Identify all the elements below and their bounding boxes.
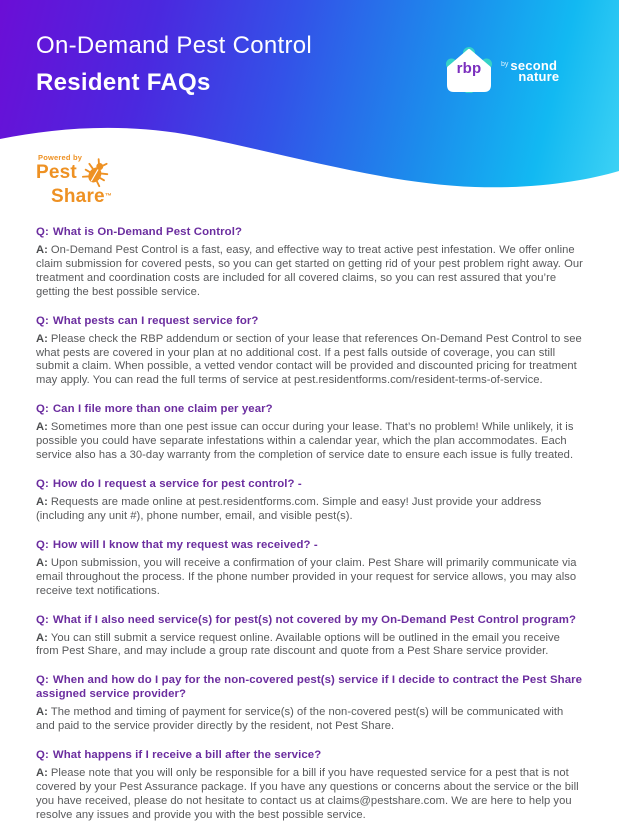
bug-icon: [81, 158, 111, 188]
faq-question: Q: What pests can I request service for?: [36, 314, 259, 327]
faq-answer: A: Please note that you will only be responsible for a bill if you have requested service for a pest that is not covered by your Pest Assurance package. If you have any questions or concerns about the service or the bill you have received, please do not hesitate to contact us at claims@pestshare.com. We are here to help you resolve any issues and provide you with the best possible service.: [36, 767, 579, 821]
faq-item: [36, 225, 583, 300]
faq-item: [36, 538, 583, 599]
faq-item: [36, 314, 583, 389]
trademark-symbol: ™: [104, 193, 112, 200]
header-titles: [36, 32, 312, 97]
faq-answer: A: You can still submit a service request online. Available options will be outlined in the email you receive from Pest Share, and may include a group rate discount and quote from a Pest Share service provider.: [36, 631, 560, 658]
brand-word-second: second: [510, 58, 558, 73]
faq-question: Q: When and how do I pay for the non-covered pest(s) service if I decide to contract the Pest Share assigned service provider?: [36, 674, 583, 701]
faq-answer: A: Upon submission, you will receive a confirmation of your claim. Pest Share will primarily communicate via email throughout the process. If the phone number provided in your request for service allows, you may also receive text notifications.: [36, 556, 577, 597]
by-label: by: [501, 61, 509, 68]
page-subtitle: Resident FAQs: [36, 69, 211, 96]
powered-by-label: Powered by: [38, 153, 83, 162]
faq-item: [36, 748, 583, 823]
faq-item: [36, 673, 583, 734]
faq-item: [36, 477, 583, 524]
pest-share-word-share: Share: [51, 186, 105, 207]
faq-answer: A: Sometimes more than one pest issue can occur during your lease. That’s no problem! While unlikely, it is possible you could have separate infestations within a calendar year, which the plan accommodates. Each service also has a 30-day warranty from the completion of service date to ensure each issue is fully treated.: [36, 421, 574, 462]
rbp-second-nature-logo: [446, 47, 559, 93]
faq-answer: A: Please check the RBP addendum or section of your lease that references On-Demand Pest Control to see what pests are covered in your plan at no additional cost. If a pest falls outside of coverage, you can still submit a claim. When possible, a vetted vendor contact will be provided and discounted pricing for treatment may apply. You can read the full terms of service at pest.residentforms.com/resident-terms-of-service.: [36, 332, 582, 387]
faq-item: [36, 613, 583, 660]
rbp-logo-icon: [446, 47, 492, 93]
faq-question: Q: How do I request a service for pest control? -: [36, 477, 302, 490]
pest-share-logo: [36, 153, 112, 206]
second-nature-wordmark: [501, 60, 559, 82]
faq-question: Q: What happens if I receive a bill after the service?: [36, 749, 322, 762]
brand-word-nature: nature: [518, 69, 560, 84]
faq-answer: A: The method and timing of payment for service(s) of the non-covered pest(s) will be communicated with and paid to the service provider directly by the resident, not Pest Share.: [36, 706, 564, 733]
faq-content: [0, 210, 619, 823]
faq-question: Q: What is On-Demand Pest Control?: [36, 226, 243, 238]
faq-question: Q: How will I know that my request was received? -: [36, 538, 318, 551]
header-banner: [0, 0, 619, 210]
page-title: On-Demand Pest Control: [36, 32, 313, 59]
faq-answer: A: On-Demand Pest Control is a fast, easy, and effective way to treat active pest infestation. We offer online claim submission for covered pests, so you can get started on getting rid of your pest problem right away. Our treatment and coordination costs are included for all covered claims, so you can rest assured that you’re getting the best possible service.: [36, 244, 583, 298]
faq-question: Q: What if I also need service(s) for pest(s) not covered by my On-Demand Pest Control program?: [36, 613, 576, 626]
faq-answer: A: Requests are made online at pest.residentforms.com. Simple and easy! Just provide your address (including any unit #), phone number, email, and visible pest(s).: [36, 495, 542, 522]
rbp-logo-text: rbp: [456, 60, 482, 77]
faq-question: Q: Can I file more than one claim per year?: [36, 403, 273, 416]
pest-share-word-pest: Pest: [36, 162, 77, 183]
faq-item: [36, 402, 583, 463]
